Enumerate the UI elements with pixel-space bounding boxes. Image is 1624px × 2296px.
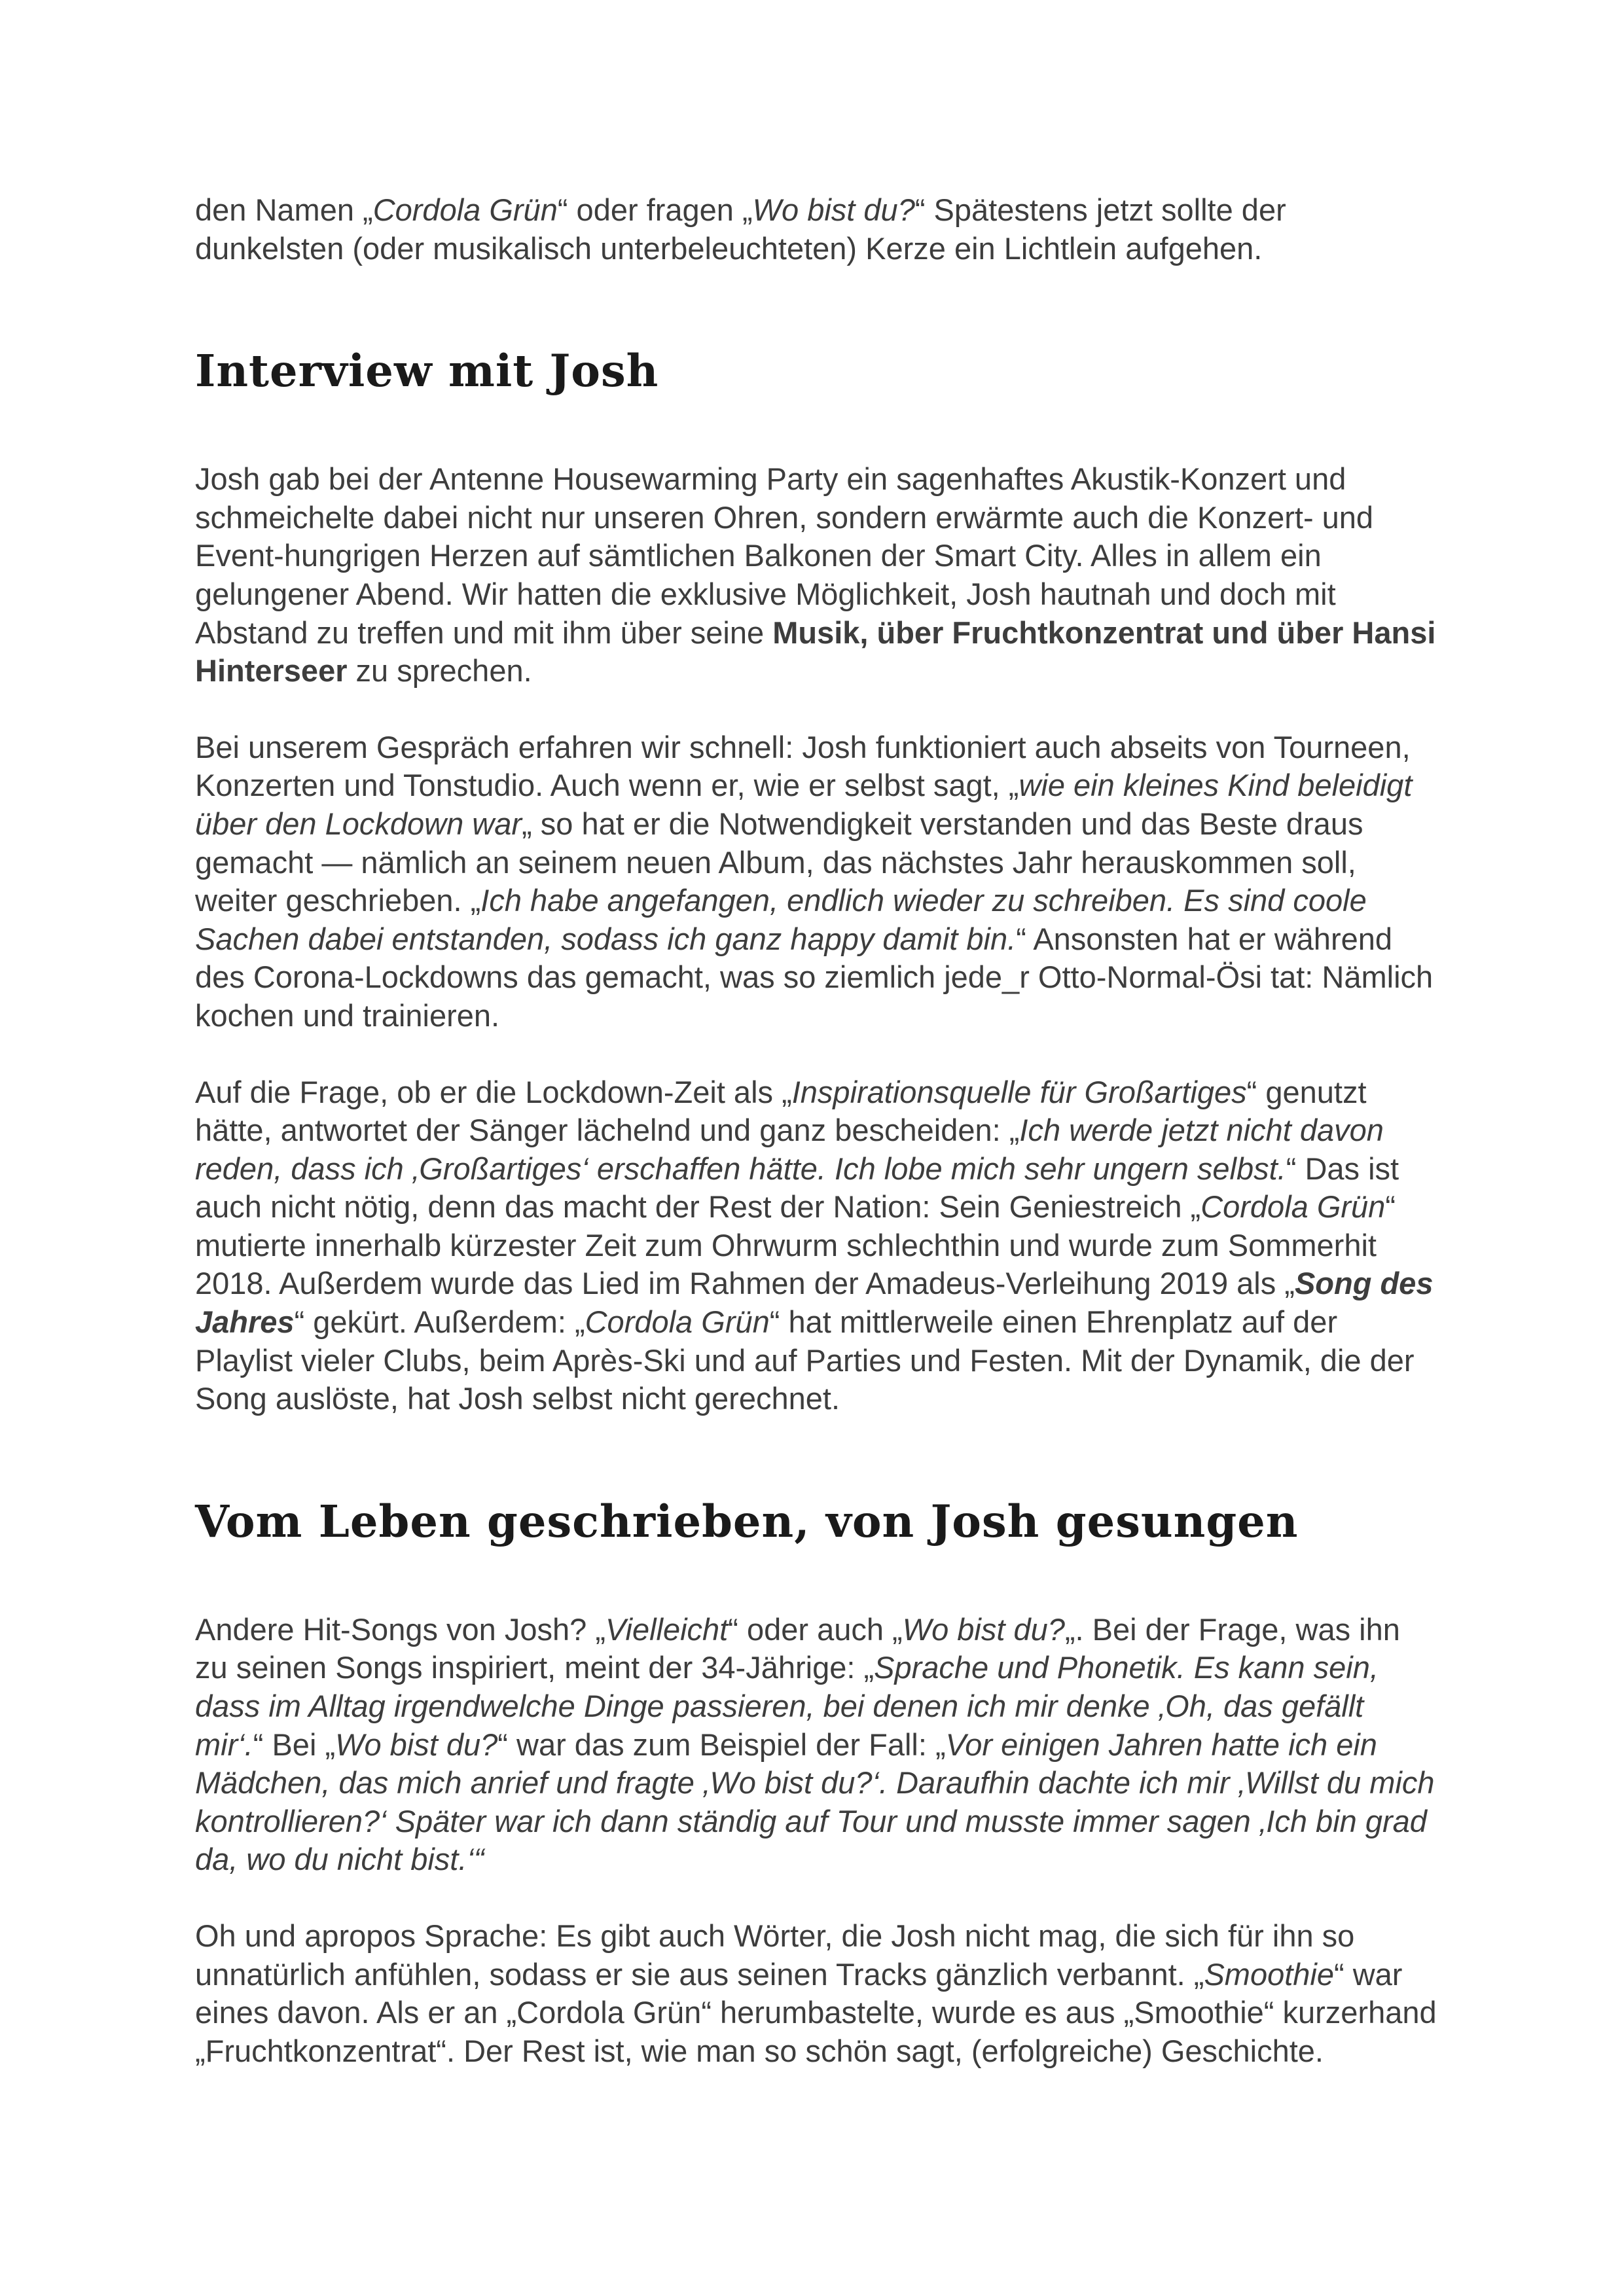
- text-run: “ oder fragen „: [557, 192, 753, 227]
- paragraph-hit-songs: [195, 1611, 1439, 1879]
- text-run: “ Ansonsten hat er während des Corona-Lockdowns das gemacht, was so ziemlich jede_r Otto-Normal-Ösi tat: Nämlich kochen und trainieren.: [195, 921, 1434, 1033]
- quote: wie ein kleines Kind beleidigt über den Lockdown war: [195, 768, 1413, 841]
- text-run: “ hat mittlerweile einen Ehrenplatz auf der Playlist vieler Clubs, beim Après-Ski und auf Parties und Festen. Mit der Dynamik, die der Song auslöste, hat Josh selbst nicht gerechnet.: [195, 1304, 1415, 1416]
- text-run: Josh gab bei der Antenne Housewarming Party ein sagenhaftes Akustik-Konzert und schmeichelte dabei nicht nur unseren Ohren, sondern erwärmte auch die Konzert- und Event-hungrigen Herzen auf sämtlichen Balkonen der Smart City. Alles in allem ein gelungener Abend. Wir hatten die exklusive Möglichkeit, Josh hautnah und doch mit Abstand zu treffen und mit ihm über seine: [195, 461, 1374, 650]
- text-run: Andere Hit-Songs von Josh? „: [195, 1611, 605, 1647]
- text-run: „. Bei der Frage, was ihn zu seinen Songs inspiriert, meint der 34-Jährige: „: [195, 1611, 1400, 1685]
- quote-close: ‘“: [467, 1842, 484, 1877]
- quote: Inspirationsquelle für Großartiges: [791, 1074, 1247, 1109]
- award-song-des-jahres: Song des Jahres: [195, 1266, 1434, 1340]
- text-run: “ Bei „: [253, 1727, 336, 1762]
- intro-paragraph: [195, 191, 1439, 268]
- text-run: “ war das zum Beispiel der Fall: „: [497, 1727, 946, 1762]
- song-title-wo-bist-du: Wo bist du?: [902, 1611, 1065, 1647]
- text-run: “ war eines davon. Als er an „Cordola Grün“ herumbastelte, wurde es aus „Smoothie“ kurzerhand „Fruchtkonzentrat“. Der Rest ist, wie man so schön sagt, (erfolgreiche) Geschichte.: [195, 1956, 1437, 2068]
- paragraph-inspiration: [195, 1073, 1439, 1418]
- text-run: Bei unserem Gespräch erfahren wir schnell: Josh funktioniert auch abseits von Tourneen, Konzerten und Tonstudio. Auch wenn er, wie er selbst sagt, „: [195, 729, 1411, 803]
- document-page: [195, 191, 1439, 2070]
- word-smoothie: Smoothie: [1204, 1956, 1334, 1992]
- quote: Ich habe angefangen, endlich wieder zu schreiben. Es sind coole Sachen dabei entstanden, sodass ich ganz happy damit bin.: [195, 883, 1367, 956]
- bold-topics: Musik, über Fruchtkonzentrat und über Hansi Hinterseer: [195, 615, 1436, 689]
- song-title-wo-bist-du: Wo bist du?: [752, 192, 915, 227]
- quote: Ich werde jetzt nicht davon reden, dass ich ‚Großartiges‘ erschaffen hätte. Ich lobe mich sehr ungern selbst.: [195, 1113, 1384, 1186]
- text-run: Oh und apropos Sprache: Es gibt auch Wörter, die Josh nicht mag, die sich für ihn so unnatürlich anfühlen, sodass er sie aus seinen Tracks gänzlich verbannt. „: [195, 1918, 1355, 1992]
- text-run: “ gekürt. Außerdem: „: [294, 1304, 585, 1340]
- paragraph-lockdown: [195, 728, 1439, 1035]
- song-title-cordola-gruen: Cordola Grün: [585, 1304, 770, 1340]
- song-title-cordola-gruen: Cordola Grün: [1200, 1189, 1386, 1225]
- text-run: “ oder auch „: [728, 1611, 903, 1647]
- paragraph-housewarming: [195, 460, 1439, 691]
- text-run: „ so hat er die Notwendigkeit verstanden und das Beste draus gemacht — nämlich an seinem neuen Album, das nächstes Jahr herauskommen soll, weiter geschrieben. „: [195, 806, 1363, 918]
- text-run: den Namen „: [195, 192, 373, 227]
- paragraph-sprache: [195, 1917, 1439, 2070]
- song-title-vielleicht: Vielleicht: [605, 1611, 729, 1647]
- text-run: “ Das ist auch nicht nötig, denn das macht der Rest der Nation: Sein Geniestreich „: [195, 1151, 1399, 1225]
- text-run: “ genutzt hätte, antwortet der Sänger lächelnd und ganz bescheiden: „: [195, 1074, 1367, 1148]
- song-title-wo-bist-du: Wo bist du?: [335, 1727, 498, 1762]
- text-run: “ mutierte innerhalb kürzester Zeit zum Ohrwurm schlechthin und wurde zum Sommerhit 2018. Außerdem wurde das Lied im Rahmen der Amadeus-Verleihung 2019 als „: [195, 1189, 1396, 1301]
- song-title-cordola-gruen: Cordola Grün: [372, 192, 558, 227]
- quote: Sprache und Phonetik. Es kann sein, dass im Alltag irgendwelche Dinge passieren, bei denen ich mir denke ‚Oh, das gefällt mir‘.: [195, 1650, 1379, 1762]
- text-run: Auf die Frage, ob er die Lockdown-Zeit als „: [195, 1074, 792, 1109]
- text-run: zu sprechen.: [347, 653, 532, 689]
- section-heading-vom-leben: Vom Leben geschrieben, von Josh gesungen: [195, 1495, 1299, 1547]
- text-run: “ Spätestens jetzt sollte der dunkelsten (oder musikalisch unterbeleuchteten) Kerze ein Lichtlein aufgehen.: [195, 192, 1286, 266]
- quote: Vor einigen Jahren hatte ich ein Mädchen, das mich anrief und fragte ‚Wo bist du?‘. Daraufhin dachte ich mir ‚Willst du mich kontrollieren?‘ Später war ich dann ständig auf Tour und musste immer sagen ‚Ich bin grad da, wo du nicht bist.: [195, 1727, 1435, 1877]
- section-heading-interview: Interview mit Josh: [195, 345, 659, 397]
